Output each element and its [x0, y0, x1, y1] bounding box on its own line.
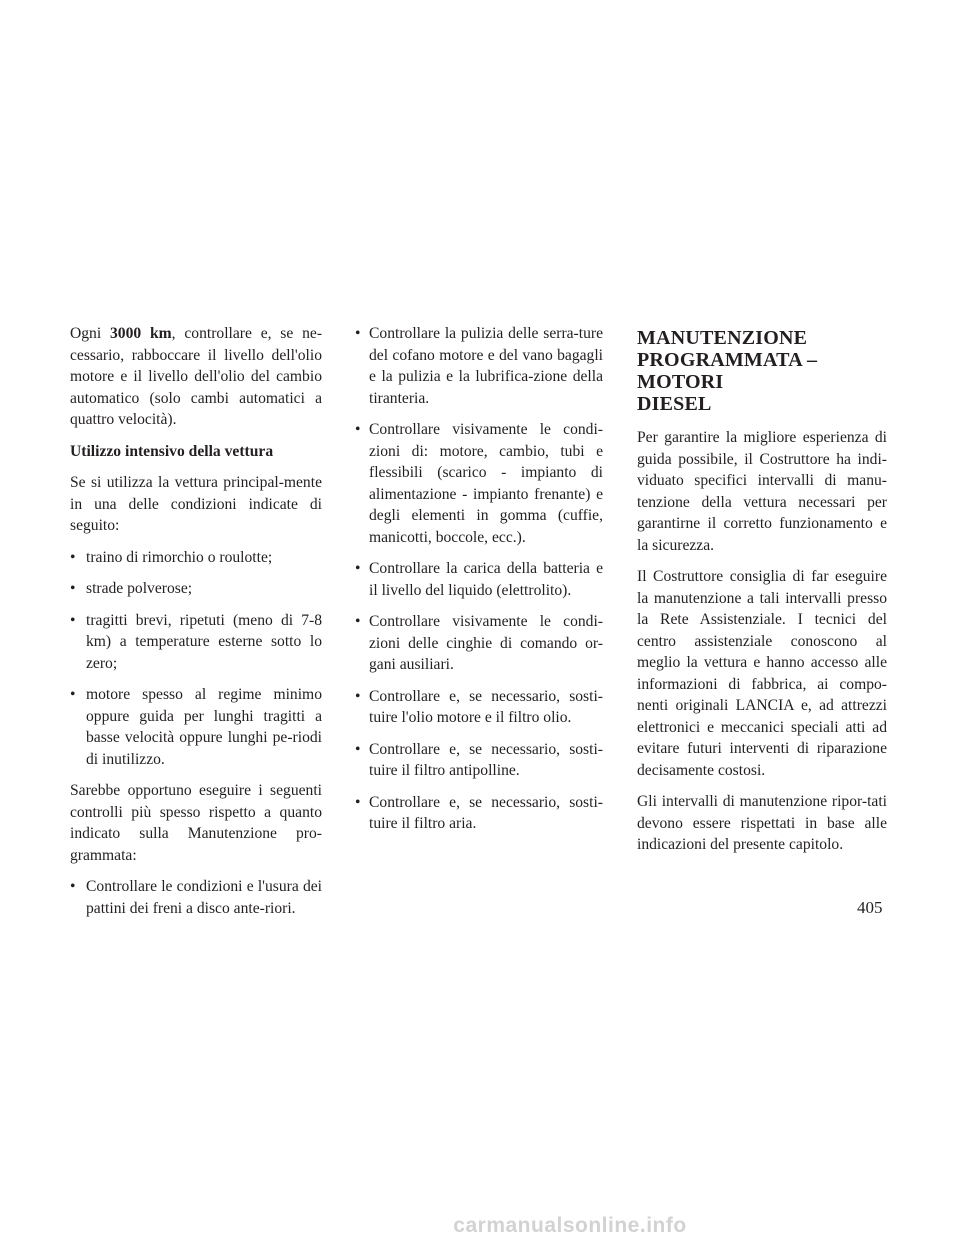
body-paragraph: Per garantire la migliore esperienza di guida possibile, il Costruttore ha indi-viduato specifici intervalli di manu-tenzione della vettura necessari per garantirne il corretto funzionamento e la sicurezza.: [637, 429, 887, 554]
checks-list-start: [70, 876, 322, 919]
bullet-icon: •: [70, 580, 76, 597]
list-item: [70, 578, 322, 600]
conditions-paragraph: Se si utilizza la vettura principal-mente in una delle condizioni indicate di seguito:: [70, 474, 322, 534]
list-item: [355, 558, 603, 601]
conditions-list: [70, 547, 322, 771]
body-paragraph: Gli intervalli di manutenzione ripor-tati devono essere rispettati in base alle indicazioni del presente capitolo.: [637, 793, 887, 853]
page-number: 405: [857, 898, 883, 917]
checks-paragraph: Sarebbe opportuno eseguire i seguenti controlli più spesso rispetto a quanto indicato sulla Manutenzione pro-grammata:: [70, 782, 322, 864]
bullet-icon: •: [70, 878, 76, 895]
intro-suffix: , controllare e, se ne-cessario, rabboccare il livello dell'olio motore e il livello dell'olio del cambio automatico (solo cambi automatici a quattro velocità).: [70, 325, 323, 428]
list-item-text: Controllare e, se necessario, sosti-tuire il filtro aria.: [369, 793, 603, 832]
list-item-text: traino di rimorchio o roulotte;: [86, 548, 273, 566]
list-item: [70, 684, 322, 770]
right-column: [637, 323, 887, 866]
intro-paragraph: [70, 323, 322, 431]
bullet-icon: •: [70, 548, 76, 566]
bullet-icon: •: [355, 560, 361, 577]
bullet-icon: •: [355, 613, 361, 630]
section-heading-line1: MANUTENZIONE: [637, 327, 808, 349]
list-item: [355, 611, 603, 676]
list-item-text: Controllare la pulizia delle serra-ture del cofano motore e del vano bagagli e la pulizia e la lubrifica-zione della tiranteria.: [369, 325, 603, 407]
list-item-text: Controllare le condizioni e l'usura dei pattini dei freni a disco ante-riori.: [86, 878, 322, 917]
section-heading: [637, 327, 887, 415]
bullet-icon: •: [355, 793, 361, 811]
list-item-text: tragitti brevi, ripetuti (meno di 7-8 km) a temperature esterne sotto lo zero;: [86, 611, 322, 672]
list-item-text: Controllare visivamente le condi-zioni delle cinghie di comando or-gani ausiliari.: [369, 613, 603, 673]
intro-bold-distance: 3000 km: [110, 325, 172, 342]
list-item-text: strade polverose;: [86, 580, 193, 597]
list-item: [355, 792, 603, 835]
bullet-icon: •: [70, 611, 76, 629]
list-item: [70, 610, 322, 675]
list-item-text: Controllare e, se necessario, sosti-tuire il filtro antipolline.: [369, 740, 603, 779]
bullet-icon: •: [355, 740, 361, 758]
bullet-icon: •: [70, 686, 76, 703]
list-item-text: Controllare e, se necessario, sosti-tuire l'olio motore e il filtro olio.: [369, 687, 603, 726]
middle-column: [355, 323, 603, 845]
bullet-icon: •: [355, 325, 361, 342]
list-item: [355, 686, 603, 729]
bullet-icon: •: [355, 687, 361, 705]
list-item: [355, 419, 603, 548]
checks-list: [355, 323, 603, 835]
list-item-text: motore spesso al regime minimo oppure guida per lunghi tragitti a basse velocità oppure lunghi pe-riodi di inutilizzo.: [86, 686, 322, 768]
bullet-icon: •: [355, 421, 361, 438]
section-heading-line2: PROGRAMMATA – MOTORI: [637, 349, 818, 393]
body-paragraph: Il Costruttore consiglia di far eseguire la manutenzione a tali intervalli presso la Rete Assistenziale. I tecnici del centro assistenziale conoscono al meglio la vettura e hanno accesso alle informazioni di fabbrica, ai compo-nenti originali LANCIA e, ad attrezzi elettronici e meccanici speciali atti ad evitare futuri interventi di riparazione decisamente costosi.: [637, 568, 887, 779]
list-item: [70, 547, 322, 569]
list-item: [355, 739, 603, 782]
section-heading-line3: DIESEL: [637, 393, 712, 415]
watermark: carmanualsonline.info: [453, 1214, 687, 1237]
list-item: [355, 323, 603, 409]
subheading-intensive-use: Utilizzo intensivo della vettura: [70, 442, 274, 460]
list-item-text: Controllare visivamente le condi-zioni di: motore, cambio, tubi e flessibili (scarico - impianto di alimentazione - impianto frenante) e degli elementi in gomma (cuffie, manicotti, boccole, ecc.).: [369, 421, 603, 546]
list-item: [70, 876, 322, 919]
intro-prefix: Ogni: [70, 325, 110, 342]
list-item-text: Controllare la carica della batteria e il livello del liquido (elettrolito).: [369, 560, 603, 599]
left-column: [70, 323, 322, 929]
